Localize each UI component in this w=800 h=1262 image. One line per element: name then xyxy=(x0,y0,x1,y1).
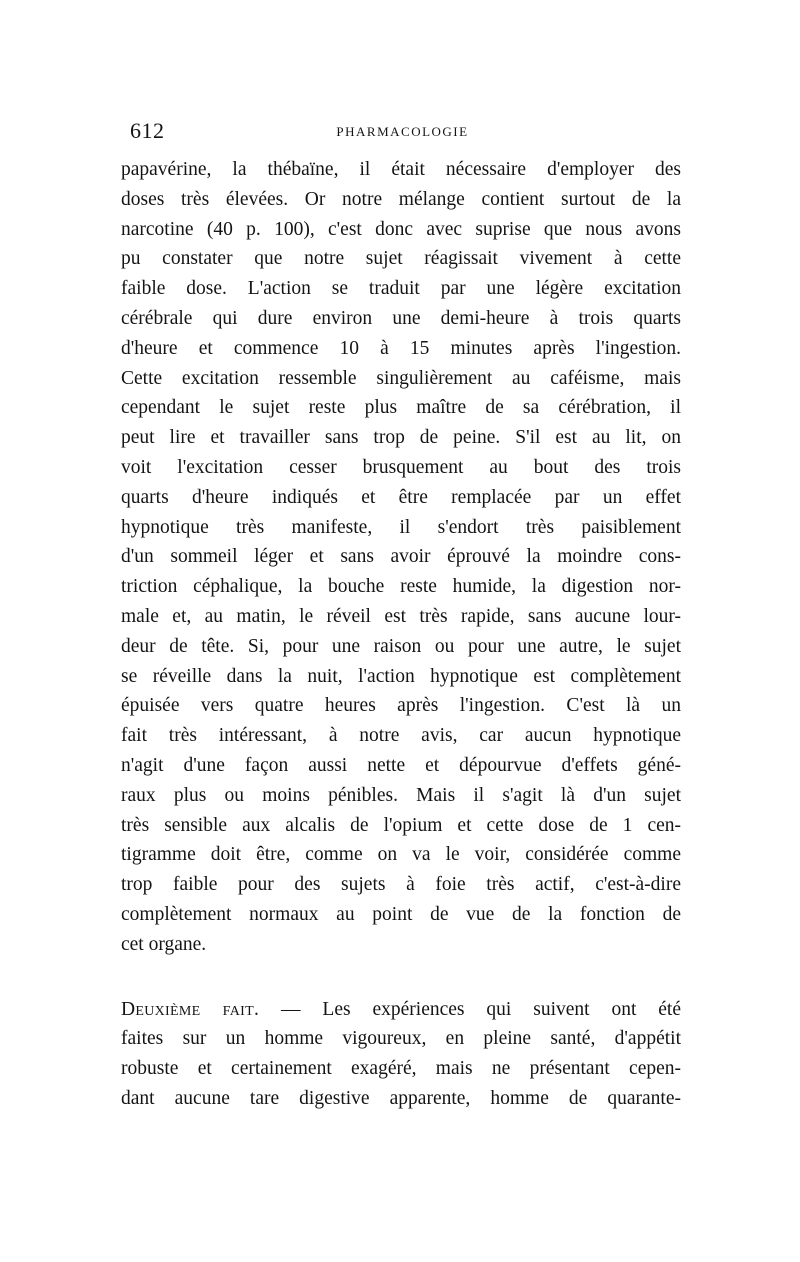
text-line: voit l'excitation cesser brusquement au bout des trois xyxy=(121,456,681,478)
text-line: se réveille dans la nuit, l'action hypnotique est complètement xyxy=(121,665,681,687)
text-line: n'agit d'une façon aussi nette et dépourvue d'effets géné- xyxy=(121,754,681,776)
text-line: doses très élevées. Or notre mélange contient surtout de la xyxy=(121,188,681,210)
text-fragment: — Les expériences qui suivent ont été xyxy=(259,998,682,1020)
text-line: male et, au matin, le réveil est très rapide, sans aucune lour- xyxy=(121,605,681,627)
page-number: 612 xyxy=(130,118,165,143)
text-line: cérébrale qui dure environ une demi-heure à trois quarts xyxy=(121,307,681,329)
text-line: d'heure et commence 10 à 15 minutes après l'ingestion. xyxy=(121,337,681,359)
text-line: complètement normaux au point de vue de la fonction de xyxy=(121,903,681,925)
text-line: faible dose. L'action se traduit par une légère excitation xyxy=(121,278,681,300)
running-head: PHARMACOLOGIE xyxy=(336,124,469,139)
text-line: dant aucune tare digestive apparente, homme de quarante- xyxy=(121,1087,681,1109)
text-line-with-heading xyxy=(121,995,681,1025)
paragraph-1 xyxy=(121,155,681,960)
page-header xyxy=(130,118,675,148)
text-line: faites sur un homme vigoureux, en pleine santé, d'appétit xyxy=(121,1028,681,1050)
text-line: tigramme doit être, comme on va le voir, considérée comme xyxy=(121,844,681,866)
text-line: d'un sommeil léger et sans avoir éprouvé la moindre cons- xyxy=(121,546,681,568)
text-line: papavérine, la thébaïne, il était nécessaire d'employer des xyxy=(121,159,681,180)
text-line: narcotine (40 p. 100), c'est donc avec suprise que nous avons xyxy=(121,218,681,240)
text-line: robuste et certainement exagéré, mais ne présentant cepen- xyxy=(121,1058,681,1080)
text-line: triction céphalique, la bouche reste humide, la digestion nor- xyxy=(121,576,681,598)
text-line: très sensible aux alcalis de l'opium et cette dose de 1 cen- xyxy=(121,814,681,836)
text-line: cet organe. xyxy=(121,933,207,955)
text-line: Cette excitation ressemble singulièrement au caféisme, mais xyxy=(121,367,681,389)
paragraph-gap xyxy=(121,960,681,995)
paragraph-2 xyxy=(121,995,681,1114)
text-line: hypnotique très manifeste, il s'endort très paisiblement xyxy=(121,516,681,538)
text-line: raux plus ou moins pénibles. Mais il s'agit là d'un sujet xyxy=(121,784,681,806)
text-line: fait très intéressant, à notre avis, car aucun hypnotique xyxy=(121,725,681,747)
text-line: pu constater que notre sujet réagissait vivement à cette xyxy=(121,248,681,270)
text-line: épuisée vers quatre heures après l'ingestion. C'est là un xyxy=(121,695,681,717)
text-line: quarts d'heure indiqués et être remplacée par un effet xyxy=(121,486,681,508)
text-line: trop faible pour des sujets à foie très actif, c'est-à-dire xyxy=(121,874,681,896)
section-heading: Deuxième fait. xyxy=(121,998,260,1020)
body-text xyxy=(121,155,681,1114)
text-line: cependant le sujet reste plus maître de sa cérébration, il xyxy=(121,397,681,419)
text-line: deur de tête. Si, pour une raison ou pour une autre, le sujet xyxy=(121,635,681,657)
text-line: peut lire et travailler sans trop de peine. S'il est au lit, on xyxy=(121,427,681,449)
